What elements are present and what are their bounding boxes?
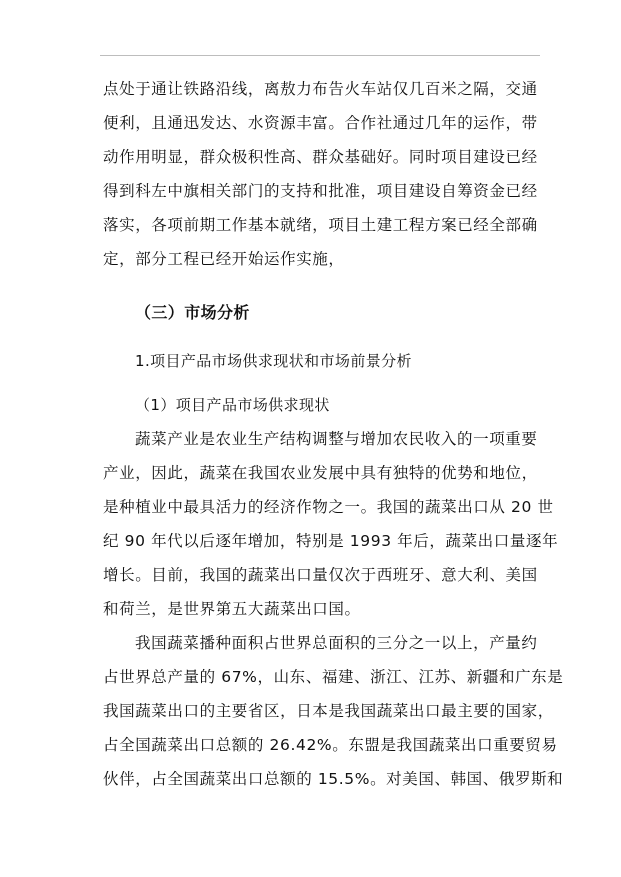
paragraph-2-line-1: 蔬菜产业是农业生产结构调整与增加农民收入的一项重要 (135, 430, 538, 448)
paragraph-3-line-5: 伙伴，占全国蔬菜出口总额的 15.5%。对美国、韩国、俄罗斯和 (103, 770, 564, 788)
paragraph-3-line-2: 占世界总产量的 67%，山东、福建、浙江、江苏、新疆和广东是 (103, 668, 564, 686)
paragraph-1-line-6: 定，部分工程已经开始运作实施， (103, 250, 345, 268)
paragraph-1-line-5: 落实，各项前期工作基本就绪，项目土建工程方案已经全部确 (103, 216, 538, 234)
paragraph-1-line-1: 点处于通让铁路沿线，离敖力布告火车站仅几百米之隔，交通 (103, 80, 538, 98)
section-heading: （三）市场分析 (135, 303, 250, 322)
paragraph-1-line-3: 动作用明显，群众极积性高、群众基础好。同时项目建设已经 (103, 148, 538, 166)
paragraph-2-line-6: 和荷兰，是世界第五大蔬菜出口国。 (103, 600, 361, 618)
paragraph-1-line-4: 得到科左中旗相关部门的支持和批准，项目建设自筹资金已经 (103, 182, 538, 200)
paragraph-3-line-3: 我国蔬菜出口的主要省区，日本是我国蔬菜出口最主要的国家， (103, 702, 554, 720)
paragraph-1-line-2: 便利，且通迅发达、水资源丰富。合作社通过几年的运作，带 (103, 114, 538, 132)
paragraph-3-line-1: 我国蔬菜播种面积占世界总面积的三分之一以上，产量约 (135, 634, 538, 652)
paragraph-2-line-5: 增长。目前，我国的蔬菜出口量仅次于西班牙、意大利、美国 (103, 566, 538, 584)
subheading-2: （1）项目产品市场供求现状 (135, 396, 330, 414)
paragraph-3-line-4: 占全国蔬菜出口总额的 26.42%。东盟是我国蔬菜出口重要贸易 (103, 736, 558, 754)
paragraph-2-line-4: 纪 90 年代以后逐年增加，特别是 1993 年后，蔬菜出口量逐年 (103, 532, 559, 550)
paragraph-2-line-3: 是种植业中最具活力的经济作物之一。我国的蔬菜出口从 20 世 (103, 498, 554, 516)
subheading-1: 1.项目产品市场供求现状和市场前景分析 (135, 352, 412, 370)
header-rule (100, 55, 540, 56)
paragraph-2-line-2: 产业，因此，蔬菜在我国农业发展中具有独特的优势和地位， (103, 464, 538, 482)
